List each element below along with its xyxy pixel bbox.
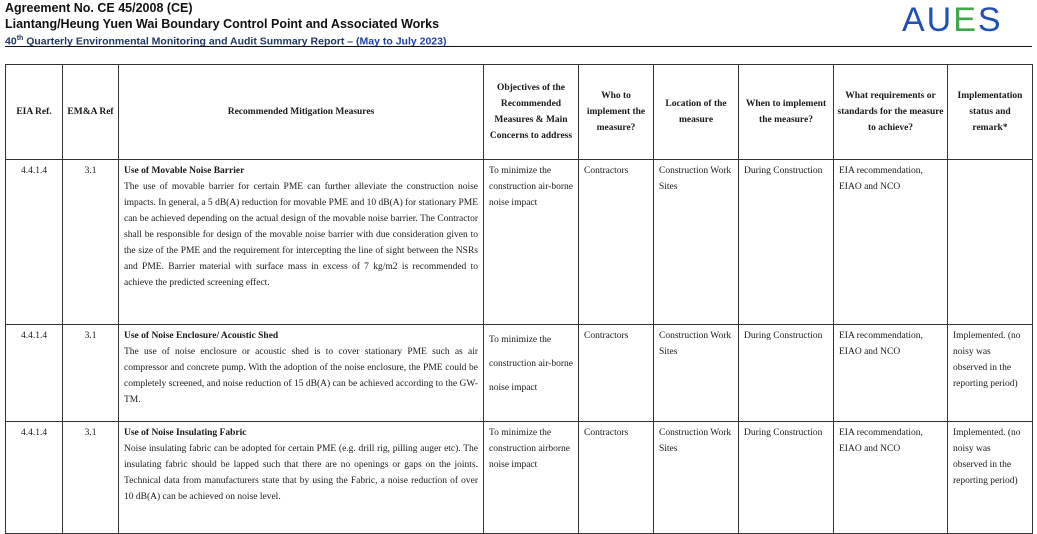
- measure-description: The use of noise enclosure or acoustic shed is to cover stationary PME such as air compressor and concrete pump. With the adoption of the noise enclosure, the PME could be completely screened, and noise reduction of 15 dB(A) can be achieved according to the GW-TM.: [124, 347, 478, 405]
- col-header-requirements: What requirements or standards for the measure to achieve?: [834, 65, 948, 160]
- table-header-row: [6, 65, 1033, 160]
- status-cell: Implemented. (no noisy was observed in the reporting period): [948, 422, 1033, 534]
- col-header-who: Who to implement the measure?: [579, 65, 654, 160]
- col-header-status: Implementation status and remark*: [948, 65, 1033, 160]
- requirement-cell: EIA recommendation, EIAO and NCO: [834, 160, 948, 325]
- ema-ref-cell: 3.1: [63, 422, 119, 534]
- when-cell: During Construction: [739, 325, 834, 422]
- logo-text-s: S: [977, 1, 1003, 39]
- logo-text-au: AU: [902, 1, 954, 39]
- measure-title: Use of Noise Enclosure/ Acoustic Shed: [124, 331, 279, 341]
- table-row: [6, 325, 1033, 422]
- who-cell: Contractors: [579, 160, 654, 325]
- col-header-eia-ref: EIA Ref.: [6, 65, 63, 160]
- who-cell: Contractors: [579, 422, 654, 534]
- who-cell: Contractors: [579, 325, 654, 422]
- logo-text-e: E: [953, 1, 978, 39]
- status-cell: [948, 160, 1033, 325]
- measure-description: Noise insulating fabric can be adopted for certain PME (e.g. drill rig, pilling auger etc). The insulating fabric should be lapped such that there are no openings or gaps on the joints. Technical data from manufacturers state that by using the Fabric, a noise reduction of over 10 dB(A) can be achieved on noise level.: [124, 444, 478, 502]
- report-period: (May to July 2023): [356, 35, 447, 48]
- when-cell: During Construction: [739, 160, 834, 325]
- report-title-main: Quarterly Environmental Monitoring and Audit Summary Report –: [23, 35, 357, 48]
- requirement-cell: EIA recommendation, EIAO and NCO: [834, 422, 948, 534]
- report-number-suffix: th: [16, 35, 24, 42]
- col-header-objectives: Objectives of the Recommended Measures & Main Concerns to address: [484, 65, 579, 160]
- ema-ref-cell: 3.1: [63, 325, 119, 422]
- header-rule: [5, 46, 1032, 47]
- measure-description: The use of movable barrier for certain PME can further alleviate the construction noise impacts. In general, a 5 dB(A) reduction for movable PME and 10 dB(A) for stationary PME can be achieved depending on the actual design of the movable noise barrier. The Contractor shall be responsible for design of the movable noise barrier with due consideration given to the size of the PME and the requirement for intercepting the line of sight between the NSRs and PME. Barrier material with surface mass in excess of 7 kg/m2 is recommended to achieve the predicted screening effect.: [124, 182, 478, 288]
- report-header: [5, 1, 446, 49]
- aues-logo: [902, 0, 1003, 40]
- measure-title: Use of Movable Noise Barrier: [124, 166, 245, 176]
- measure-cell: [119, 422, 484, 534]
- mitigation-measures-table: [5, 64, 1033, 534]
- project-title: Liantang/Heung Yuen Wai Boundary Control Point and Associated Works: [5, 16, 440, 31]
- objective-cell: To minimize the construction airborne noise impact: [484, 422, 579, 534]
- col-header-location: Location of the measure: [654, 65, 739, 160]
- report-number: 40: [5, 35, 17, 48]
- measure-cell: [119, 160, 484, 325]
- measure-cell: [119, 325, 484, 422]
- ema-ref-cell: 3.1: [63, 160, 119, 325]
- requirement-cell: EIA recommendation, EIAO and NCO: [834, 325, 948, 422]
- location-cell: Construction Work Sites: [654, 422, 739, 534]
- eia-ref-cell: 4.4.1.4: [6, 325, 63, 422]
- eia-ref-cell: 4.4.1.4: [6, 160, 63, 325]
- table-row: [6, 160, 1033, 325]
- agreement-number: Agreement No. CE 45/2008 (CE): [5, 1, 193, 15]
- col-header-when: When to implement the measure?: [739, 65, 834, 160]
- status-cell: Implemented. (no noisy was observed in the reporting period): [948, 325, 1033, 422]
- col-header-ema-ref: EM&A Ref: [63, 65, 119, 160]
- when-cell: During Construction: [739, 422, 834, 534]
- measure-title: Use of Noise Insulating Fabric: [124, 428, 247, 438]
- table-row: [6, 422, 1033, 534]
- eia-ref-cell: 4.4.1.4: [6, 422, 63, 534]
- location-cell: Construction Work Sites: [654, 160, 739, 325]
- location-cell: Construction Work Sites: [654, 325, 739, 422]
- objective-cell: To minimize the construction air-borne noise impact: [484, 160, 579, 325]
- objective-cell: To minimize the construction air-borne noise impact: [484, 325, 579, 422]
- col-header-measures: Recommended Mitigation Measures: [119, 65, 484, 160]
